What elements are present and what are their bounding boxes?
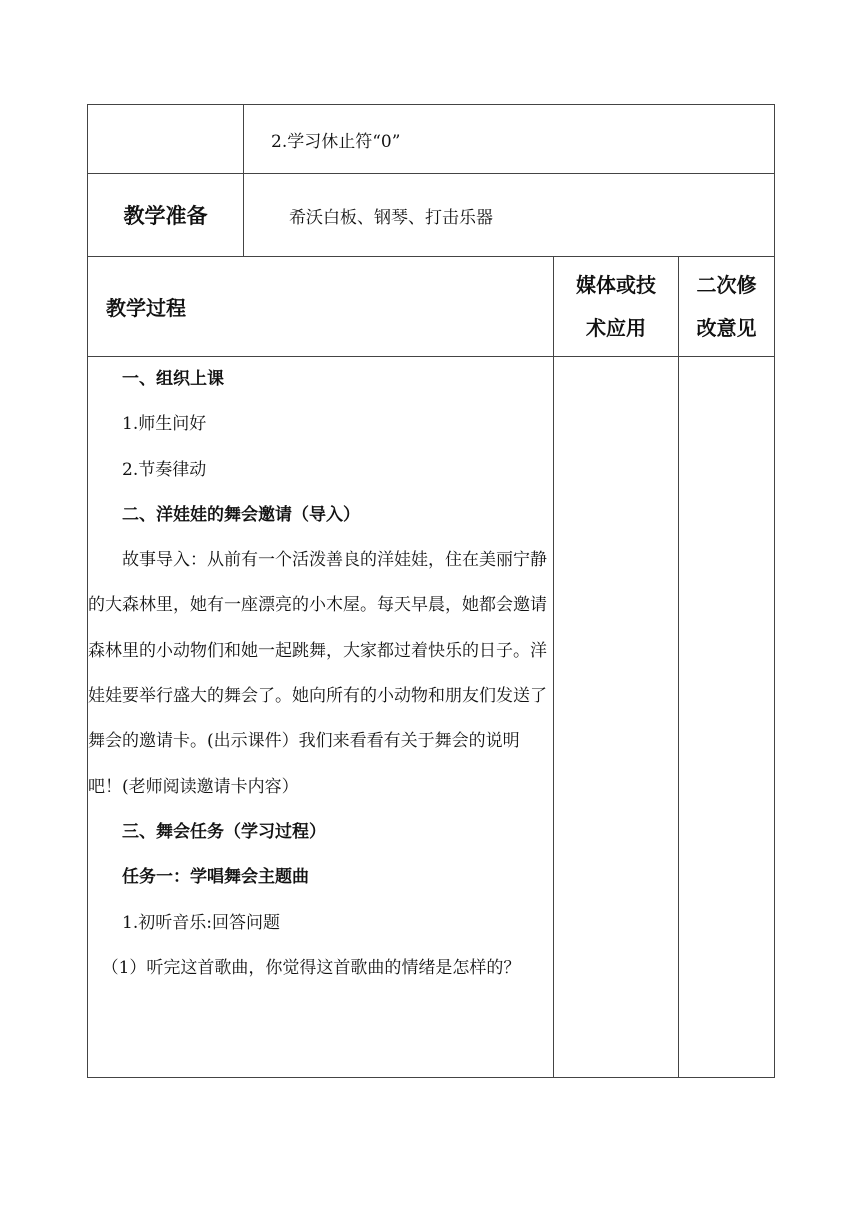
task-1-item-1: 1.初听音乐:回答问题 <box>122 912 280 933</box>
prep-value: 希沃白板、钢琴、打击乐器 <box>244 174 775 257</box>
lesson-plan-table <box>87 104 775 1078</box>
section-1-item-1: 1.师生问好 <box>122 414 207 435</box>
section-1-title: 一、组织上课 <box>122 369 224 389</box>
process-label: 教学过程 <box>88 257 554 357</box>
goal-content-cell <box>244 105 775 174</box>
prep-row <box>88 174 775 257</box>
goal-item-2: 2.学习休止符“0” <box>271 131 401 152</box>
section-1-item-2: 2.节奏律动 <box>122 459 207 480</box>
media-header <box>554 257 679 357</box>
revise-header-line2: 改意见 <box>696 315 757 340</box>
media-header-line1: 媒体或技 <box>576 272 656 297</box>
media-header-line2: 术应用 <box>586 315 646 340</box>
revise-header <box>679 257 775 357</box>
task-1-title: 任务一：学唱舞会主题曲 <box>122 867 309 888</box>
media-content-cell <box>554 357 679 1078</box>
section-3-title: 三、舞会任务（学习过程） <box>122 821 326 842</box>
story-paragraph: 故事导入：从前有一个活泼善良的洋娃娃，住在美丽宁静的大森林里，她有一座漂亮的小木屋。每天早晨，她都会邀请森林里的小动物们和她一起跳舞，大家都过着快乐的日子。洋娃娃要举行盛大的舞会了。她向所有的小动物和朋友们发送了舞会的邀请卡。(出示课件）我们来看看有关于舞会的说明吧！(老师阅读邀请卡内容） <box>88 550 547 797</box>
process-content-row <box>88 357 775 1078</box>
goal-label-cell <box>88 105 244 174</box>
task-1-question-1: （1）听完这首歌曲，你觉得这首歌曲的情绪是怎样的？ <box>101 957 521 978</box>
prep-label: 教学准备 <box>88 174 244 257</box>
section-2-title: 二、洋娃娃的舞会邀请（导入） <box>122 504 360 525</box>
process-content <box>88 357 554 1078</box>
process-header-row <box>88 257 775 357</box>
goal-row <box>88 105 775 174</box>
revise-content-cell <box>679 357 775 1078</box>
revise-header-line1: 二次修 <box>696 272 757 297</box>
